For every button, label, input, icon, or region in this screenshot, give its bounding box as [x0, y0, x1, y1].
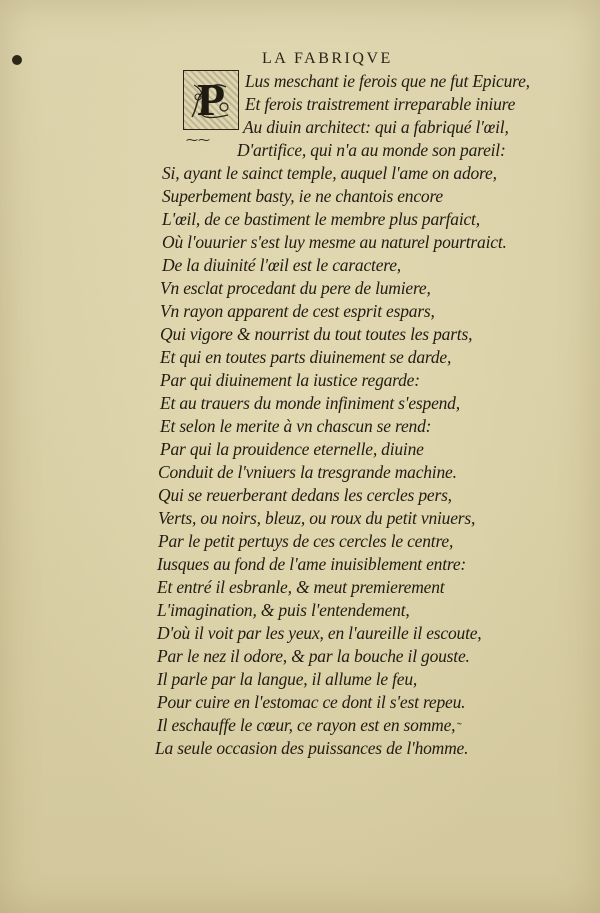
verse-line: Il parle par la langue, il allume le feu, — [157, 669, 418, 689]
verse-line: Et entré il esbranle, & meut premierement — [157, 577, 445, 597]
verse-line: Qui se reuerberant dedans les cercles pers, — [158, 485, 452, 505]
verse-line: L'œil, de ce bastiment le membre plus parfaict, — [162, 209, 480, 229]
verse-line: Où l'ouurier s'est luy mesme au naturel pourtraict. — [162, 232, 507, 252]
verse-line: Il eschauffe le cœur, ce rayon est en somme, — [157, 715, 456, 735]
verse-line: L'imagination, & puis l'entendement, — [157, 600, 410, 620]
margin-dot — [12, 55, 22, 65]
verse-line: Qui vigore & nourrist du tout toutes les parts, — [160, 324, 473, 344]
verse-line: Et au trauers du monde infiniment s'espend, — [160, 393, 460, 413]
verse-line: Par qui diuinement la iustice regarde: — [160, 370, 420, 390]
verse-line: Si, ayant le sainct temple, auquel l'ame on adore, — [162, 163, 497, 183]
verse-line: Par le petit pertuys de ces cercles le centre, — [158, 531, 454, 551]
verse-line: Iusques au fond de l'ame inuisiblement entre: — [157, 554, 467, 574]
verse-line: Et ferois traistrement irreparable iniure — [245, 94, 516, 114]
ornament-tail: ⁓⁓ — [186, 133, 210, 147]
verse-line: Vn esclat procedant du pere de lumiere, — [160, 278, 431, 298]
verse-line: Au diuin architect: qui a fabriqué l'œil, — [243, 117, 509, 137]
verse-line: Lus meschant ie ferois que ne fut Epicure, — [245, 71, 530, 91]
verse-line: Et qui en toutes parts diuinement se darde, — [160, 347, 452, 367]
verse-line: D'artifice, qui n'a au monde son pareil: — [237, 140, 506, 160]
verse-line: Par le nez il odore, & par la bouche il gouste. — [157, 646, 470, 666]
running-head: LA FABRIQVE — [262, 50, 393, 67]
margin-tick: ˷ — [457, 711, 462, 726]
verse-line: La seule occasion des puissances de l'homme. — [155, 738, 469, 758]
verse-line: Conduit de l'vniuers la tresgrande machine. — [158, 462, 457, 482]
verse-line: Vn rayon apparent de cest esprit espars, — [160, 301, 435, 321]
ornamental-drop-cap — [183, 70, 239, 130]
drop-cap-letter: P — [196, 74, 226, 125]
verse-line: D'où il voit par les yeux, en l'aureille il escoute, — [157, 623, 482, 643]
verse-line: Verts, ou noirs, bleuz, ou roux du petit vniuers, — [158, 508, 476, 528]
verse-line: De la diuinité l'œil est le caractere, — [162, 255, 401, 275]
verse-line: Et selon le merite à vn chascun se rend: — [160, 416, 432, 436]
verse-line: Superbement basty, ie ne chantois encore — [162, 186, 443, 206]
verse-line: Pour cuire en l'estomac ce dont il s'est repeu. — [157, 692, 466, 712]
verse-line: Par qui la prouidence eternelle, diuine — [160, 439, 424, 459]
